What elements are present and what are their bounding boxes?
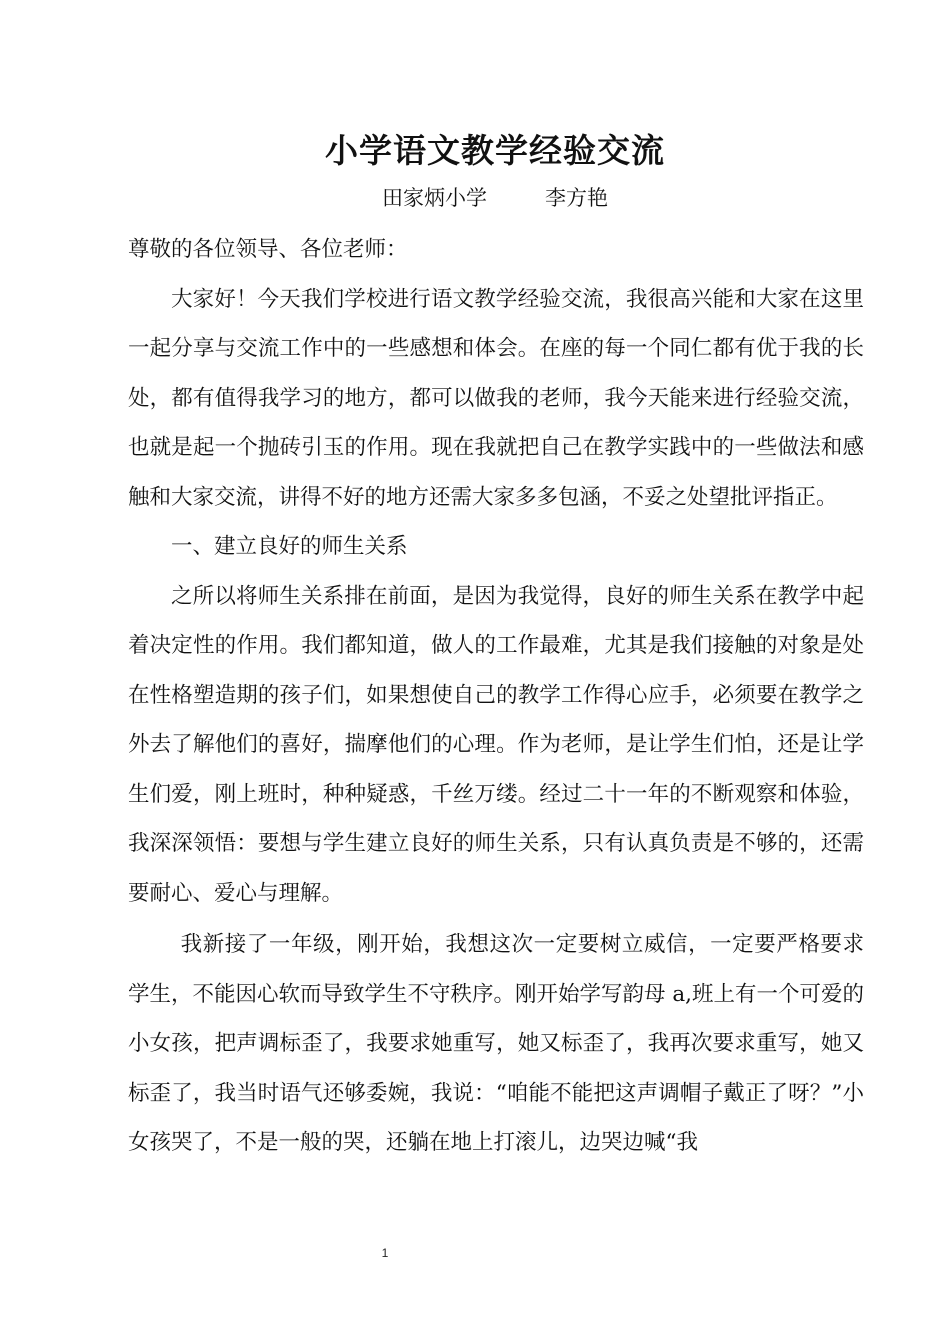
author-name: 李方艳 [545, 186, 608, 210]
paragraph-anecdote: 我新接了一年级，刚开始，我想这次一定要树立威信，一定要严格要求学生，不能因心软而导致学生不守秩序。刚开始学写韵母 a,班上有一个可爱的小女孩，把声调标歪了，我要求她重写，她又标歪了，我再次要求重写，她又标歪了，我当时语气还够委婉，我说：“咱能不能把这声调帽子戴正了呀？”小女孩哭了，不是一般的哭，还躺在地上打滚儿，边哭边喊“我 [128, 932, 864, 1155]
paragraph-relationship: 之所以将师生关系排在前面，是因为我觉得，良好的师生关系在教学中起着决定性的作用。我们都知道，做人的工作最难，尤其是我们接触的对象是处在性格塑造期的孩子们，如果想使自己的教学工作得心应手，必须要在教学之外去了解他们的喜好，揣摩他们的心理。作为老师，是让学生们怕，还是让学生们爱，刚上班时，种种疑惑，千丝万缕。经过二十一年的不断观察和体验，我深深领悟：要想与学生建立良好的师生关系，只有认真负责是不够的，还需要耐心、爱心与理解。 [128, 583, 864, 906]
school-name: 田家炳小学 [382, 186, 487, 210]
document-body [128, 225, 864, 1168]
byline [0, 183, 950, 213]
page-number: 1 [381, 1246, 389, 1260]
document-title: 小学语文教学经验交流 [325, 131, 665, 170]
salutation: 尊敬的各位领导、各位老师： [128, 237, 408, 262]
paragraph-greeting: 大家好！今天我们学校进行语文教学经验交流，我很高兴能和大家在这里一起分享与交流工作中的一些感想和体会。在座的每一个同仁都有优于我的长处，都有值得我学习的地方，都可以做我的老师，我今天能来进行经验交流，也就是起一个抛砖引玉的作用。现在我就把自己在教学实践中的一些做法和感触和大家交流，讲得不好的地方还需大家多多包涵，不妥之处望批评指正。 [128, 286, 864, 510]
section-heading: 一、建立良好的师生关系 [171, 534, 408, 559]
